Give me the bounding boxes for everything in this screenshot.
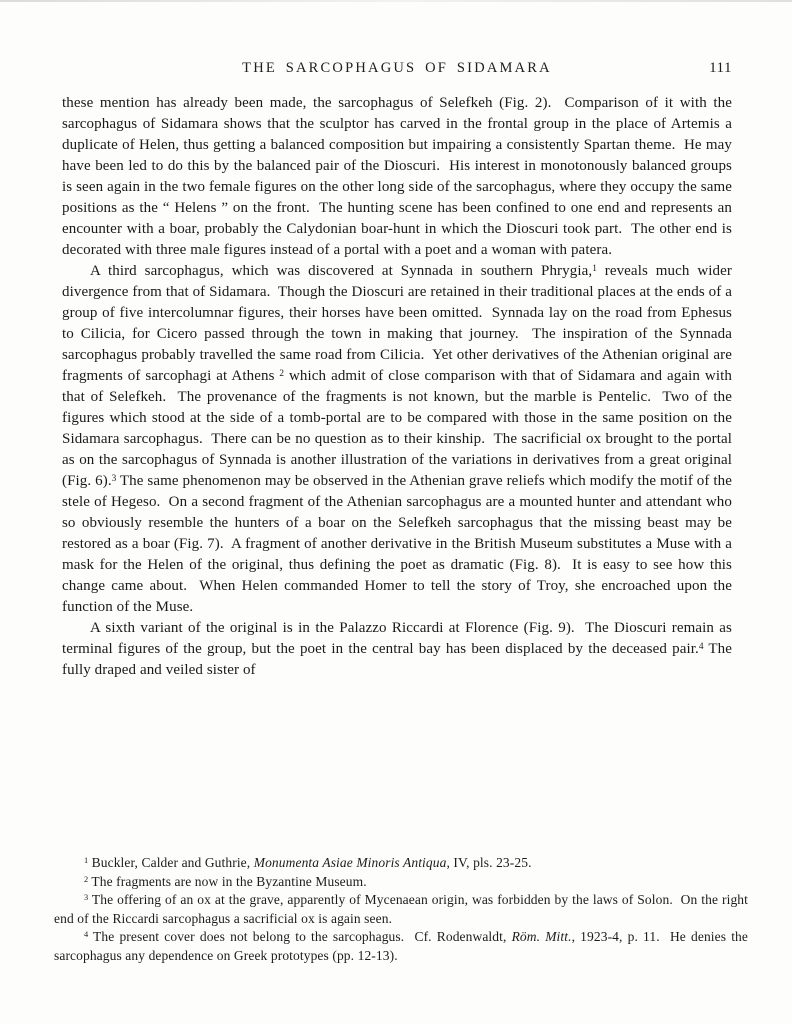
footnote-marker: 2	[279, 368, 285, 379]
footnote: $^3$ The offering of an ox at the grave, apparently of Mycenaean origin, was forbidden by the laws of Solon. On the right end of the Riccardi sarcophagus a sacrificial ox is again seen.	[54, 892, 748, 926]
footnote-marker: 1	[84, 855, 89, 865]
footnote-marker: 3	[111, 473, 117, 484]
paragraph: A sixth variant of the original is in the Palazzo Riccardi at Florence (Fig. 9). The Dioscuri remain as terminal figures of the group, but the poet in the central bay has been displaced by the deceased pair.$^4$ The fully draped and veiled sister of	[62, 620, 733, 678]
page-title: THE SARCOPHAGUS OF SIDAMARA	[242, 60, 552, 76]
footnote: $^2$ The fragments are now in the Byzantine Museum.	[84, 873, 367, 889]
paragraph: A third sarcophagus, which was discovered at Synnada in southern Phrygia,$^1$ reveals much wider divergence from that of Sidamara. Though the Dioscuri are retained in their traditional places at the ends of a group of five intercolumnar figures, their horses have been omitted. Synnada lay on the road from Ephesus to Cilicia, for Cicero passed through the town in making that journey. The inspiration of the Synnada sarcophagus probably travelled the same road from Cilicia. Yet other derivatives of the Athenian original are fragments of sarcophagi at Athens $^2$ which admit of close comparison with that of Sidamara and again with that of Selefkeh. The provenance of the fragments is not known, but the marble is Pentelic. Two of the figures which stood at the side of a tomb-portal are to be compared with those in the same position on the Sidamara sarcophagus. There can be no question as to their kinship. The sacrificial ox brought to the portal as on the sarcophagus of Synnada is another illustration of the variations in derivatives from a great original (Fig. 6).$^3$ The same phenomenon may be observed in the Athenian grave reliefs which modify the motif of the stele of Hegeso. On a second fragment of the Athenian sarcophagus are a mounted hunter and attendant who so obviously resemble the hunters of a boar on the Selefkeh sarcophagus that the missing beast may be restored as a boar (Fig. 7). A fragment of another derivative in the British Museum substitutes a Muse with a mask for the Helen of the original, thus defining the poet as dramatic (Fig. 8). It is easy to see how this change came about. When Helen commanded Homer to tell the story of Troy, she encroached upon the function of the Muse.	[62, 263, 732, 615]
footnote-marker: 2	[84, 874, 89, 884]
footnote: $^4$ The present cover does not belong to the sarcophagus. Cf. Rodenwaldt, Röm. Mitt., 1923-4, p. 11. He denies the sarcophagus any dependence on Greek prototypes (pp. 12-13).	[54, 929, 748, 963]
body-text	[62, 93, 732, 681]
page-number: 111	[709, 60, 732, 76]
footnotes-section	[54, 854, 748, 966]
footnote-marker: 4	[84, 930, 89, 940]
footnote-marker: 1	[592, 263, 597, 274]
paragraph: these mention has already been made, the sarcophagus of Selefkeh (Fig. 2). Comparison of it with the sarcophagus of Sidamara shows that the sculptor has carved in the frontal group in the place of Artemis a duplicate of Helen, thus getting a balanced composition but impairing a consistently Spartan theme. He may have been led to do this by the balanced pair of the Dioscuri. His interest in monotonously balanced groups is seen again in the two female figures on the other long side of the sarcophagus, where they occupy the same positions as the “ Helens ” on the front. The hunting scene has been confined to one end and represents an encounter with a boar, probably the Calydonian boar-hunt in which the Dioscuri took part. The other end is decorated with three male figures instead of a portal with a poet and a woman with patera.	[62, 95, 732, 258]
footnote: $^1$ Buckler, Calder and Guthrie, Monumenta Asiae Minoris Antiqua, IV, pls. 23-25.	[84, 855, 532, 870]
scan-edge-artifact	[0, 0, 792, 2]
running-head	[62, 60, 732, 80]
footnote-marker: 3	[84, 893, 89, 903]
italic-text: Röm. Mitt.	[511, 929, 572, 945]
footnote-marker: 4	[698, 641, 704, 652]
italic-text: Monumenta Asiae Minoris Antiqua	[253, 855, 447, 870]
